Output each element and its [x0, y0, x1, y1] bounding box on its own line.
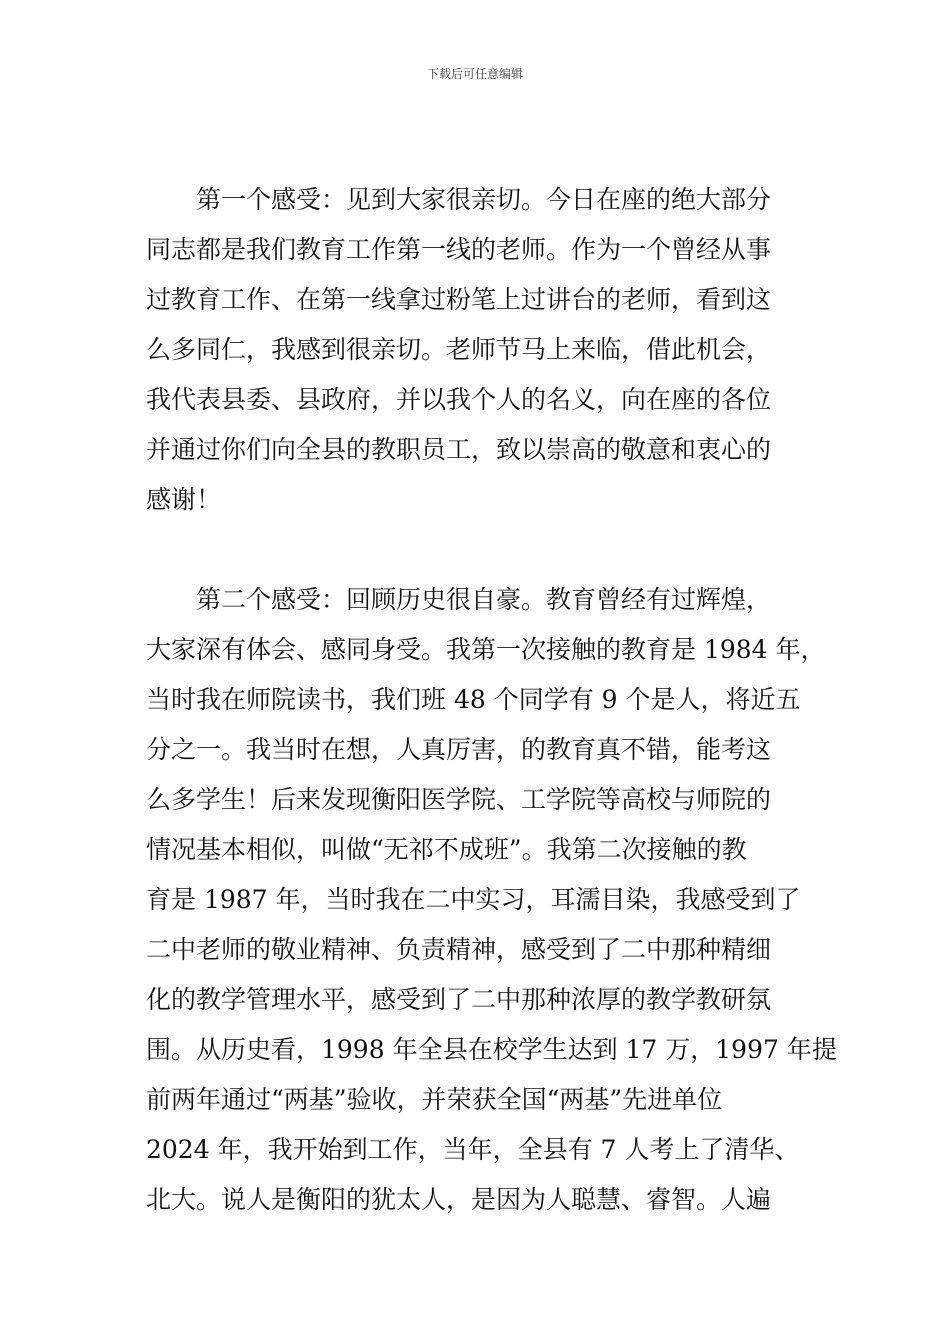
paragraph-second-feeling [146, 575, 837, 1225]
text-line: 育是 1987 年，当时我在二中实习，耳濡目染，我感受到了 [146, 885, 801, 914]
page-header: 下载后可任意编辑 [426, 67, 523, 81]
text-line: 前两年通过“两基”验收，并荣获全国“两基”先进单位 [146, 1085, 723, 1114]
text-line: 并通过你们向全县的教职员工，致以崇高的敬意和衷心的 [146, 435, 772, 464]
text-line: 同志都是我们教育工作第一线的老师。作为一个曾经从事 [146, 235, 772, 264]
text-line: 二中老师的敬业精神、负责精神，感受到了二中那种精细 [146, 935, 772, 964]
text-line: 2024 年，我开始到工作，当年，全县有 7 人考上了清华、 [146, 1135, 800, 1164]
paragraph-first-feeling [146, 175, 808, 525]
text-line: 感谢！ [146, 485, 222, 514]
text-line: 第一个感受：见到大家很亲切。今日在座的绝大部分 [196, 185, 772, 214]
text-line: 情况基本相似，叫做“无祁不成班”。我第二次接触的教 [146, 835, 747, 864]
text-line: 我代表县委、县政府，并以我个人的名义，向在座的各位 [146, 385, 772, 414]
text-line: 么多同仁，我感到很亲切。老师节马上来临，借此机会， [146, 335, 772, 364]
text-line: 北大。说人是衡阳的犹太人，是因为人聪慧、睿智。人遍 [146, 1185, 772, 1214]
text-line: 第二个感受：回顾历史很自豪。教育曾经有过辉煌， [196, 585, 772, 614]
text-line: 么多学生！后来发现衡阳医学院、工学院等高校与师院的 [146, 785, 772, 814]
text-line: 过教育工作、在第一线拿过粉笔上过讲台的老师，看到这 [146, 285, 772, 314]
text-line: 围。从历史看，1998 年全县在校学生达到 17 万，1997 年提 [146, 1035, 837, 1064]
text-line: 当时我在师院读书，我们班 48 个同学有 9 个是人，将近五 [146, 685, 801, 714]
text-line: 分之一。我当时在想，人真厉害，的教育真不错，能考这 [146, 735, 772, 764]
text-line: 大家深有体会、感同身受。我第一次接触的教育是 1984 年， [146, 635, 826, 664]
text-line: 化的教学管理水平，感受到了二中那种浓厚的教学教研氛 [146, 985, 772, 1014]
